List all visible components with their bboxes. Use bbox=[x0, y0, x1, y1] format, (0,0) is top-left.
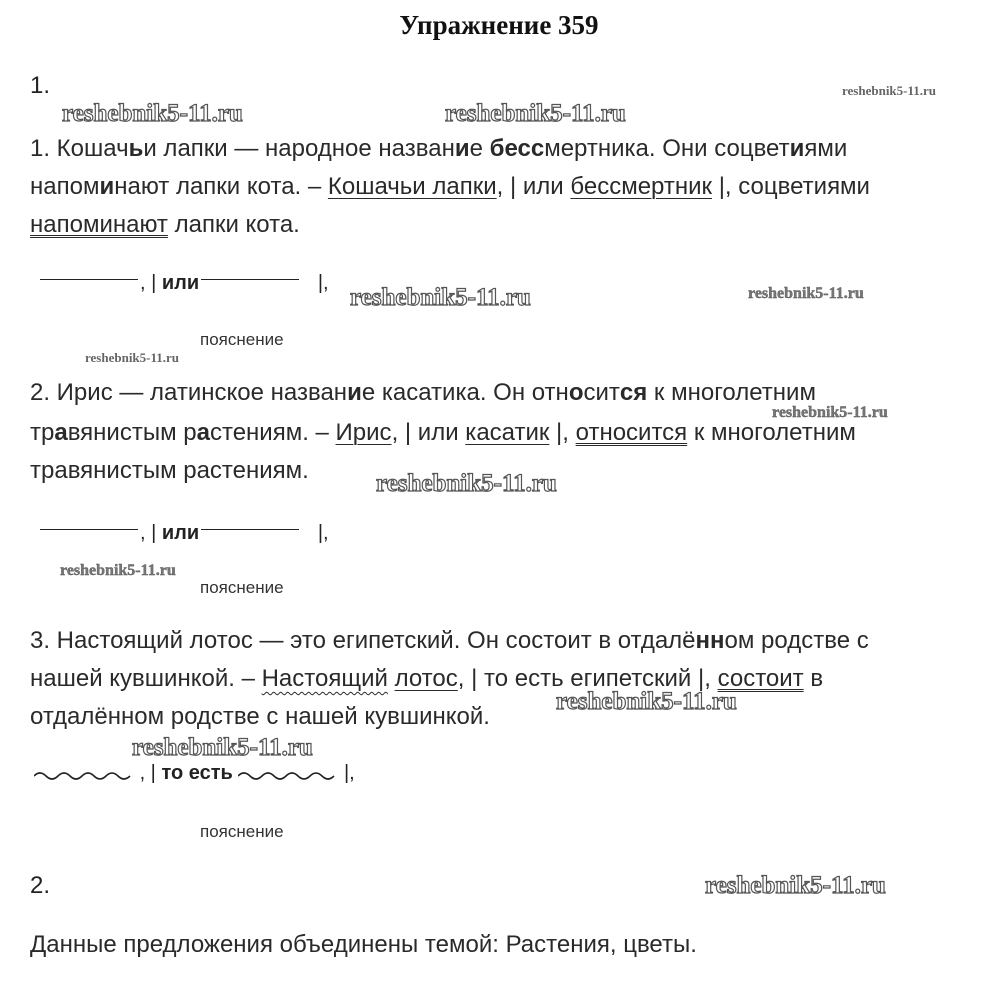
scheme1-explanation: пояснение bbox=[200, 330, 284, 349]
scheme2: , | или |, bbox=[38, 522, 329, 545]
page-title: Упражнение 359 bbox=[399, 10, 599, 40]
apposition: бессмертник bbox=[570, 173, 713, 200]
predicate: относится bbox=[575, 419, 688, 446]
sentence1-line3: напоминают лапки кота. bbox=[30, 211, 300, 238]
part1-number: 1. bbox=[30, 72, 51, 99]
sentence3-line2: нашей кувшинкой. – Настоящий лотос, | то есть египетский |, состоит в bbox=[30, 665, 824, 692]
subject: Ирис bbox=[335, 419, 392, 446]
sentence2-line1: 2. Ирис — латинское название касатика. Он относится к многолетним bbox=[30, 379, 816, 406]
watermark: reshebnik5-11.ru bbox=[60, 562, 176, 579]
sentence1-line2: напоминают лапки кота. – Кошачьи лапки, | или бессмертник |, соцветиями bbox=[30, 173, 870, 200]
subject: лотос bbox=[394, 665, 458, 692]
subject: Кошачьи лапки bbox=[327, 173, 497, 200]
sentence3-line3: отдалённом родстве с нашей кувшинкой. bbox=[30, 703, 490, 730]
scheme3-explanation: пояснение bbox=[200, 822, 284, 841]
predicate: напоминают bbox=[30, 211, 168, 238]
wavy-line-icon bbox=[34, 767, 134, 781]
watermark: reshebnik5-11.ru bbox=[556, 688, 737, 715]
sentence2-line2: травянистым растениям. – Ирис, | или касатик |, относится к многолетним bbox=[30, 419, 856, 446]
sentence3-line1: 3. Настоящий лотос — это египетский. Он состоит в отдалённом родстве с bbox=[30, 627, 869, 654]
scheme1: , | или |, bbox=[38, 272, 329, 295]
sentence1-line1: 1. Кошачьи лапки — народное название бессмертника. Они соцветиями bbox=[30, 135, 848, 162]
wavy-line-icon bbox=[238, 767, 338, 781]
watermark: reshebnik5-11.ru bbox=[772, 404, 888, 421]
watermark: reshebnik5-11.ru bbox=[748, 285, 864, 302]
watermark: reshebnik5-11.ru bbox=[350, 284, 531, 311]
apposition: касатик bbox=[465, 419, 550, 446]
part2-number: 2. bbox=[30, 872, 51, 899]
scheme2-explanation: пояснение bbox=[200, 578, 284, 597]
watermark: reshebnik5-11.ru bbox=[842, 83, 937, 98]
watermark: reshebnik5-11.ru bbox=[85, 350, 180, 365]
watermark: reshebnik5-11.ru bbox=[62, 100, 243, 127]
sentence2-line3: травянистым растениям. bbox=[30, 457, 309, 484]
attribute: Настоящий bbox=[261, 665, 388, 692]
conclusion: Данные предложения объединены темой: Растения, цветы. bbox=[30, 931, 697, 958]
watermark: reshebnik5-11.ru bbox=[132, 734, 313, 761]
predicate: состоит bbox=[717, 665, 804, 692]
watermark: reshebnik5-11.ru bbox=[445, 100, 626, 127]
watermark: reshebnik5-11.ru bbox=[376, 470, 557, 497]
watermark: reshebnik5-11.ru bbox=[705, 872, 886, 899]
scheme3: , | то есть |, bbox=[34, 762, 355, 785]
